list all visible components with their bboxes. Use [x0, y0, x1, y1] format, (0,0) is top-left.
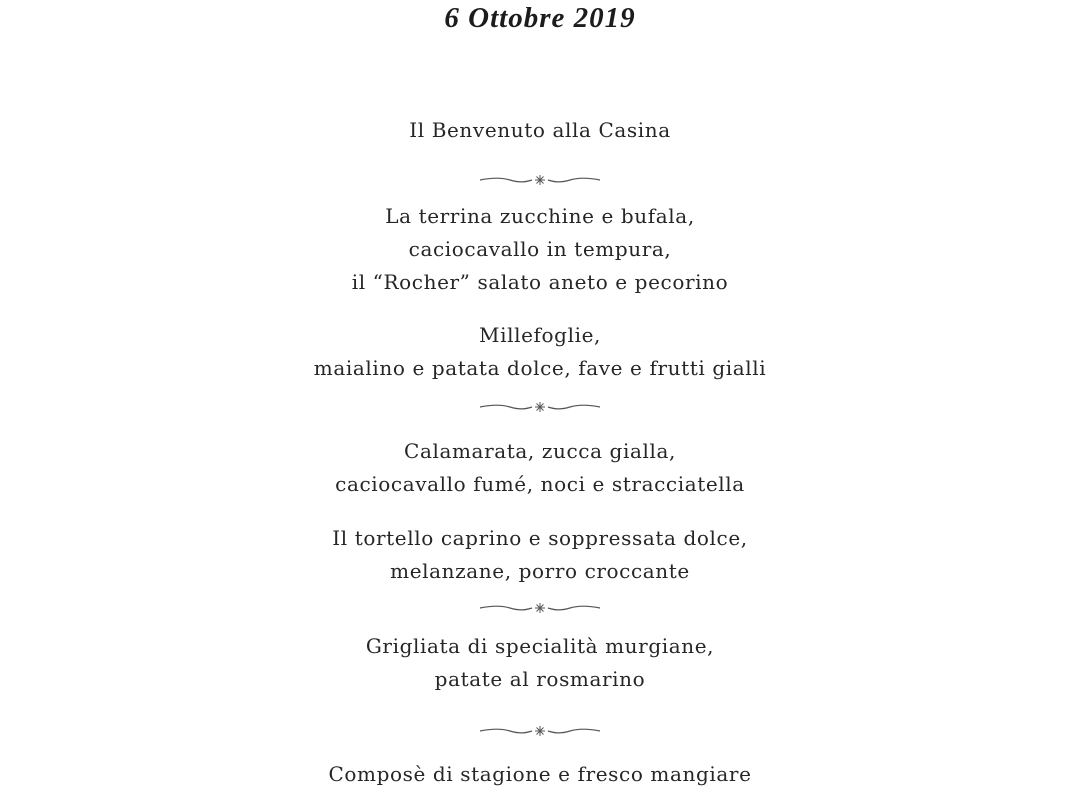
millefoglie-line-2: maialino e patata dolce, fave e frutti gialli — [313, 356, 767, 380]
dessert-line: Composè di stagione e fresco mangiare — [328, 762, 752, 786]
menu-date: 6 Ottobre 2019 — [444, 2, 636, 34]
ornament-divider — [476, 600, 604, 616]
flourish-icon — [476, 600, 604, 616]
ornament-divider — [476, 399, 604, 415]
primo1-line-1: Calamarata, zucca gialla, — [404, 439, 676, 463]
flourish-icon — [476, 399, 604, 415]
primo2-line-2: melanzane, porro croccante — [390, 559, 690, 583]
antipasti-line-2: caciocavallo in tempura, — [408, 237, 672, 261]
primo2-line-1: Il tortello caprino e soppressata dolce, — [332, 526, 748, 550]
millefoglie-line-1: Millefoglie, — [479, 323, 601, 347]
flourish-icon — [476, 172, 604, 188]
ornament-divider — [476, 723, 604, 739]
antipasti-line-1: La terrina zucchine e bufala, — [385, 204, 695, 228]
flourish-icon — [476, 723, 604, 739]
secondo-line-1: Grigliata di specialità murgiane, — [365, 634, 715, 658]
primo1-line-2: caciocavallo fumé, noci e stracciatella — [335, 472, 745, 496]
secondo-line-2: patate al rosmarino — [434, 667, 646, 691]
welcome-course: Il Benvenuto alla Casina — [409, 118, 671, 142]
ornament-divider — [476, 172, 604, 188]
antipasti-line-3: il “Rocher” salato aneto e pecorino — [351, 270, 729, 294]
